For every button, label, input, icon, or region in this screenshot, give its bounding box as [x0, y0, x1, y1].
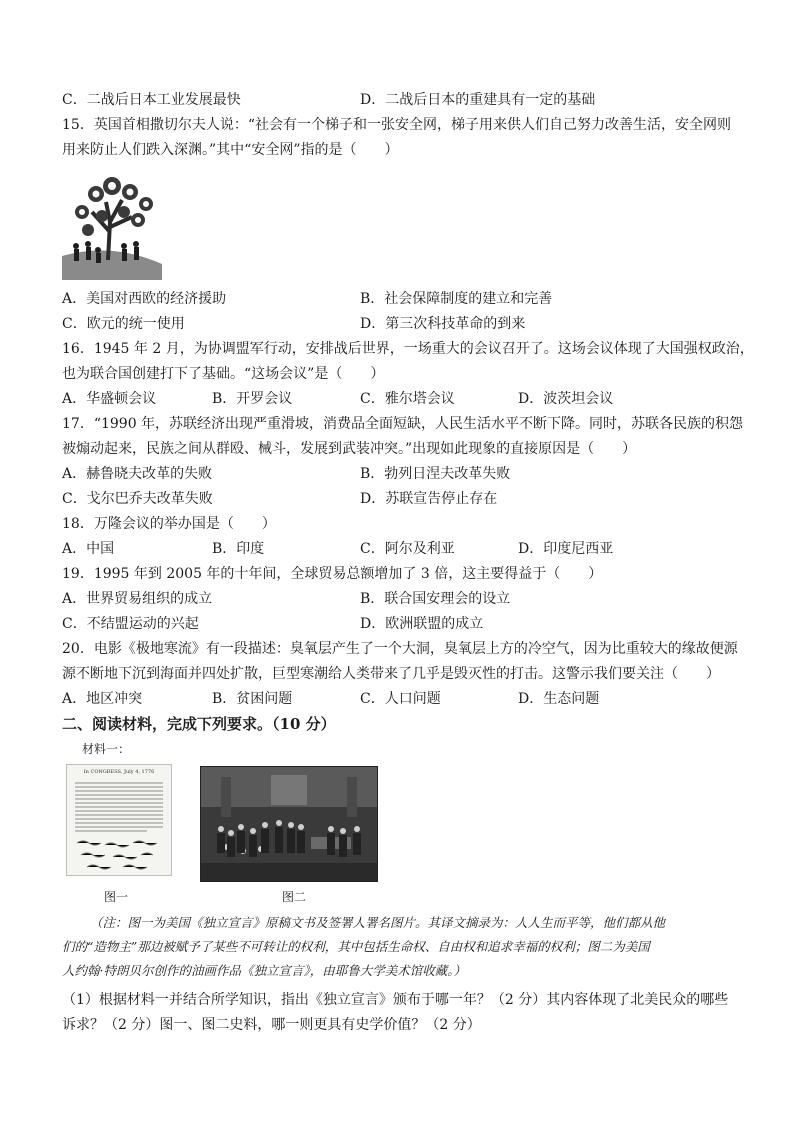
declaration-painting-figure [200, 766, 378, 882]
q15-option-d: D．第三次科技革命的到来 [360, 316, 526, 332]
figure-1-caption: 图一 [104, 890, 129, 904]
q16-stem-line1: 16．1945 年 2 月，为协调盟军行动，安排战后世界，一场重大的会议召开了。这场会议体现了大国强权政治， [62, 341, 754, 357]
q16-option-d: D．波茨坦会议 [518, 391, 614, 407]
q19-option-b: B．联合国安理会的设立 [360, 591, 511, 607]
section-2-title: 二、阅读材料，完成下列要求。（10 分） [62, 715, 336, 733]
q18-option-d: D．印度尼西亚 [518, 541, 614, 557]
figure-2-caption: 图二 [282, 890, 307, 904]
q18-option-a: A．中国 [62, 541, 115, 557]
material-1-label: 材料一： [82, 742, 131, 756]
q15-stem-line1: 15．英国首相撒切尔夫人说：“社会有一个梯子和一张安全网，梯子用来供人们自己努力改善生活，安全网则 [62, 117, 731, 133]
q19-stem: 19．1995 年到 2005 年的十年间，全球贸易总额增加了 3 倍，这主要得益于（ ） [62, 566, 603, 582]
q20-option-a: A．地区冲突 [62, 691, 143, 707]
q14-option-c: C．二战后日本工业发展最快 [62, 92, 241, 108]
q16-option-c: C．雅尔塔会议 [360, 391, 455, 407]
q16-option-b: B．开罗会议 [212, 391, 293, 407]
sub-question-1-line2: 诉求？（2 分）图一、图二史料，哪一则更具有史学价值？（2 分） [62, 1017, 481, 1033]
q17-stem-line1: 17．“1990 年，苏联经济出现严重滑坡，消费品全面短缺，人民生活水平不断下降。同时，苏联各民族的积怨 [62, 416, 744, 432]
q19-option-a: A．世界贸易组织的成立 [62, 591, 213, 607]
q17-option-a: A．赫鲁晓夫改革的失败 [62, 466, 213, 482]
q20-option-c: C．人口问题 [360, 691, 441, 707]
q18-option-c: C．阿尔及利亚 [360, 541, 455, 557]
q18-option-b: B．印度 [212, 541, 265, 557]
q17-option-d: D．苏联宣告停止存在 [360, 491, 498, 507]
document-heading: In CONGRESS, July 4, 1776 [83, 769, 155, 775]
q16-stem-line2: 也为联合国创建打下了基础。“这场会议”是（ ） [62, 366, 385, 382]
q17-stem-line2: 被煽动起来，民族之间从群殴、械斗，发展到武装冲突。”出现如此现象的直接原因是（ ） [62, 441, 637, 457]
q20-stem-line1: 20．电影《极地寒流》有一段描述：臭氧层产生了一个大洞，臭氧层上方的冷空气，因为比重较大的缘故便源 [62, 641, 738, 657]
q19-option-d: D．欧洲联盟的成立 [360, 616, 484, 632]
declaration-document-figure [66, 764, 172, 876]
material-note-line3: 人约翰·特朗贝尔创作的油画作品《独立宣言》，由耶鲁大学美术馆收藏。） [62, 963, 466, 978]
sub-question-1-line1: （1）根据材料一并结合所学知识，指出《独立宣言》颁布于哪一年？（2 分）其内容体现了北美民众的哪些 [62, 992, 729, 1008]
q19-option-c: C．不结盟运动的兴起 [62, 616, 199, 632]
q20-option-b: B．贫困问题 [212, 691, 293, 707]
document-text-lines [67, 775, 171, 875]
q17-option-c: C．戈尔巴乔夫改革失败 [62, 491, 213, 507]
q16-option-a: A．华盛顿会议 [62, 391, 157, 407]
q20-stem-line2: 源不断地下沉到海面并四处扩散，巨型寒潮给人类带来了几乎是毁灭性的打击。这警示我们要关注（ ） [62, 666, 720, 682]
q18-stem: 18．万隆会议的举办国是（ ） [62, 516, 276, 532]
painting-scene [201, 767, 377, 881]
material-note-line1: （注：图一为美国《独立宣言》原稿文书及签署人署名图片。其译文摘录为：人人生而平等，他们都从他 [90, 915, 666, 930]
safety-net-tree-illustration [62, 172, 162, 280]
q15-stem-line2: 用来防止人们跌入深渊。”其中“安全网”指的是（ ） [62, 142, 399, 158]
q15-option-b: B．社会保障制度的建立和完善 [360, 291, 553, 307]
q17-option-b: B．勃列日涅夫改革失败 [360, 466, 511, 482]
q20-option-d: D．生态问题 [518, 691, 600, 707]
q15-option-a: A．美国对西欧的经济援助 [62, 291, 227, 307]
material-note-line2: 们的“造物主”那边被赋予了某些不可转让的权利，其中包括生命权、自由权和追求幸福的权利；图二为美国 [62, 939, 650, 954]
q15-option-c: C．欧元的统一使用 [62, 316, 185, 332]
q14-option-d: D．二战后日本的重建具有一定的基础 [360, 92, 596, 108]
